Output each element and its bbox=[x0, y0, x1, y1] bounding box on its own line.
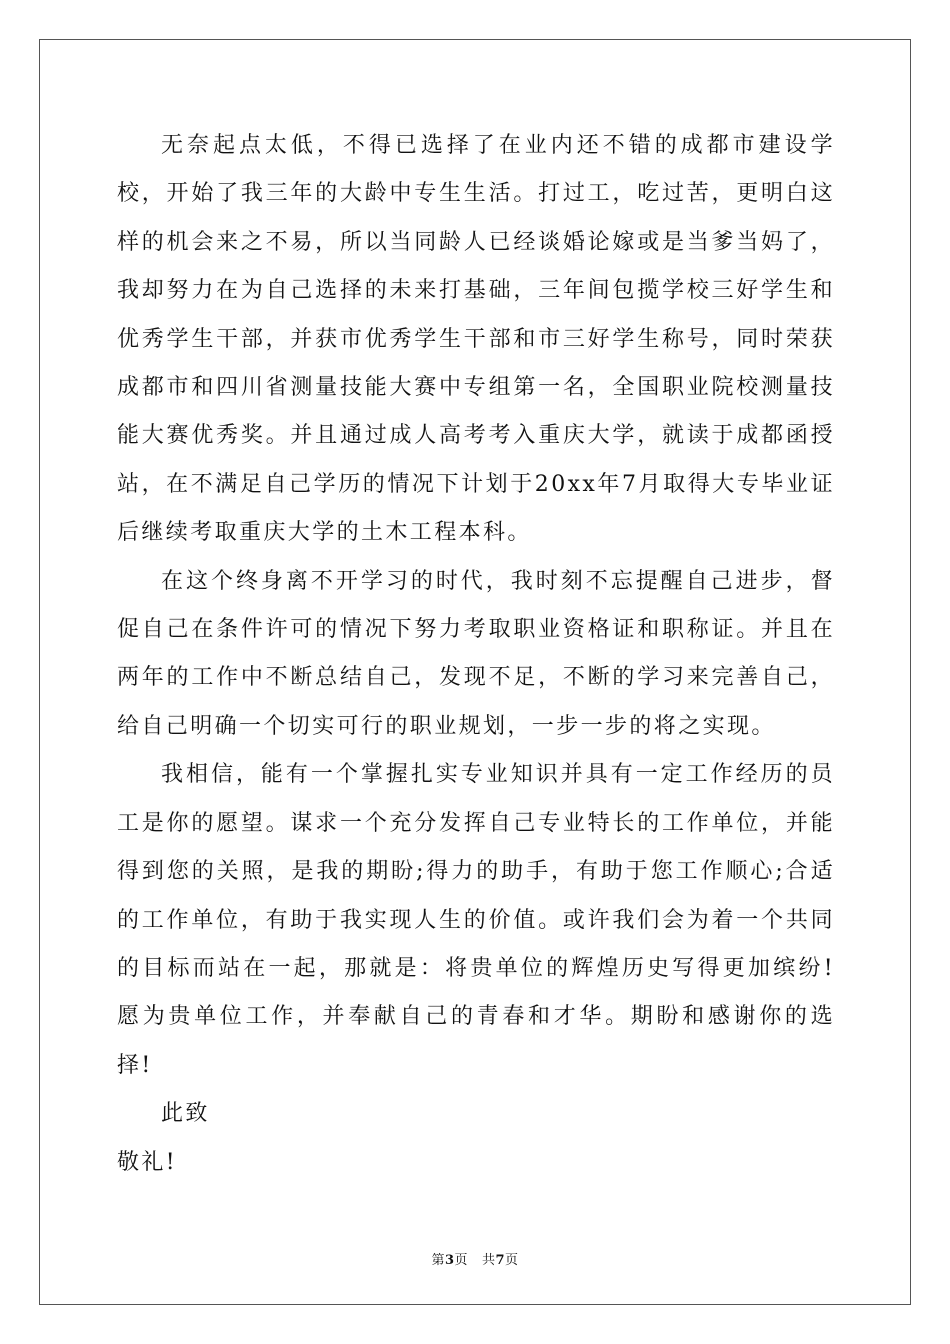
paragraph-2: 在这个终身离不开学习的时代，我时刻不忘提醒自己进步，督促自己在条件许可的情况下努力考取职业资格证和职称证。并且在两年的工作中不断总结自己，发现不足，不断的学习来完善自己，给自己明确一个切实可行的职业规划，一步一步的将之实现。 bbox=[117, 568, 835, 739]
document-body bbox=[117, 122, 835, 1187]
page-total: 7 bbox=[495, 1253, 506, 1268]
total-prefix: 共 bbox=[481, 1253, 496, 1268]
page-prefix: 第 bbox=[431, 1253, 445, 1268]
total-suffix: 页 bbox=[505, 1253, 519, 1268]
paragraph-3: 我相信，能有一个掌握扎实专业知识并具有一定工作经历的员工是你的愿望。谋求一个充分发挥自己专业特长的工作单位，并能得到您的关照，是我的期盼;得力的助手，有助于您工作顺心;合适的工作单位，有助于我实现人生的价值。或许我们会为着一个共同的目标而站在一起，那就是：将贵单位的辉煌历史写得更加缤纷!愿为贵单位工作，并奉献自己的青春和才华。期盼和感谢你的选择! bbox=[117, 762, 835, 1078]
page-current: 3 bbox=[444, 1253, 455, 1268]
salutation-text: 敬礼! bbox=[117, 1149, 178, 1175]
closing-text: 此致 bbox=[161, 1101, 210, 1127]
paragraph-1: 无奈起点太低，不得已选择了在业内还不错的成都市建设学校，开始了我三年的大龄中专生生活。打过工，吃过苦，更明白这样的机会来之不易，所以当同龄人已经谈婚论嫁或是当爹当妈了，我却努力在为自己选择的未来打基础，三年间包揽学校三好学生和优秀学生干部，并获市优秀学生干部和市三好学生称号，同时荣获成都市和四川省测量技能大赛中专组第一名，全国职业院校测量技能大赛优秀奖。并且通过成人高考考入重庆大学，就读于成都函授站，在不满足自己学历的情况下计划于20xx年7月取得大专毕业证后继续考取重庆大学的土木工程本科。 bbox=[117, 133, 835, 546]
page-suffix: 页 bbox=[454, 1253, 469, 1268]
page-footer bbox=[0, 1249, 950, 1268]
